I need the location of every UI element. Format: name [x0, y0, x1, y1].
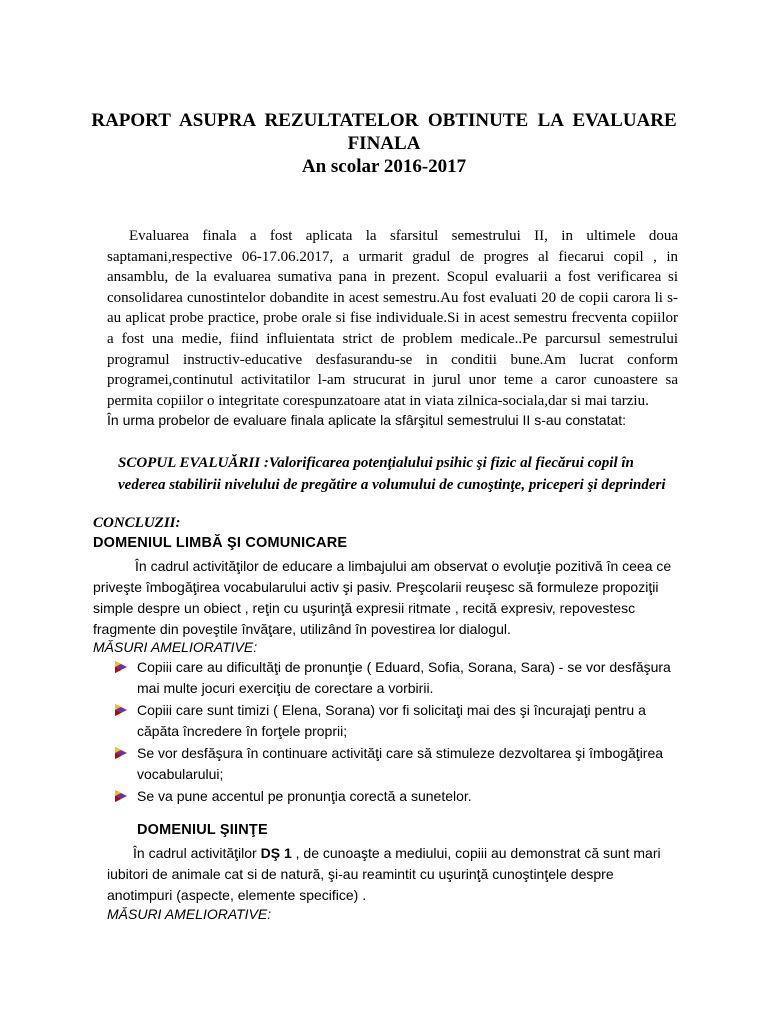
domain-language-line: În cadrul activităţilor de educare a limbajului am observat o evoluţie pozitivă în ceea ce — [135, 558, 672, 574]
domain-language-paragraph — [93, 556, 673, 640]
domain-science-line — [107, 843, 687, 864]
bullet-icon — [115, 790, 127, 802]
list-item — [115, 786, 675, 807]
domain-science-code: DŞ 1 — [260, 845, 292, 861]
domain-science-heading: DOMENIUL ŞIINŢE — [137, 822, 268, 838]
evaluation-scope: SCOPUL EVALUĂRII :Valorificarea potenţialului psihic şi fizic al fiecărui copil în vederea stabilirii nivelului de pregătire a volumului de cunoştinţe, priceperi şi deprinderi — [118, 455, 666, 493]
domain-science-line: iubitori de animale cat si de natură, şi-au reamintit cu uşurinţă cunoştinţele despre — [107, 866, 614, 882]
bullet-line: vocabularului; — [137, 766, 224, 782]
intro-paragraph: Evaluarea finala a fost aplicata la sfarsitul semestrului II, in ultimele doua saptamani,respective 06-17.06.2017, a urmarit gradul de progres al fiecarui copil , in ansamblu, de la evaluarea sumativa pana in prezent. Scopul evaluarii a fost verificarea si consolidarea cunostintelor dobandite in acest semestru.Au fost evaluati 20 de copii carora li s-au aplicat probe practice, probe orale si fise individuale.Si in acest semestru frecventa copiilor a fost una medie, fiind influientata strict de problem medicale..Pe parcursul semestrului programul instructiv-educative desfasurandu-se in conditii bune.Am lucrat conform programei,continutul activitatilor l-am strucurat in jurul unor teme a caror cunoastere sa permita copiilor o integritate corespunzatoare atat in viata zilnica-sociala,dar si mai tarziu. — [107, 228, 678, 409]
domain-language-heading: DOMENIUL LIMBĂ ŞI COMUNICARE — [93, 535, 348, 551]
after-intro-text: În urma probelor de evaluare finala aplicate la sfârşitul semestrului II s-au constatat: — [107, 412, 627, 428]
list-item — [115, 743, 675, 785]
measures-label-2: MĂSURI AMELIORATIVE: — [107, 906, 272, 922]
domain-language-line: simple despre un obiect , reţin cu uşurinţă expresii ritmate , recită expresiv, repovestesc — [93, 600, 636, 616]
domain-science-text: , de cunoaşte a mediului, copiii au demonstrat că sunt mari — [291, 845, 661, 861]
conclusions-label: CONCLUZII: — [93, 515, 181, 531]
title-line-3: An scolar 2016-2017 — [301, 156, 467, 177]
bullet-icon — [115, 704, 127, 716]
bullet-line: mai multe jocuri exerciţiu de corectare a vorbirii. — [137, 680, 434, 696]
bullet-icon — [115, 747, 127, 759]
domain-science-line: anotimpuri (aspecte, elemente specifice) . — [107, 887, 367, 903]
bullet-line: Se vor desfăşura în continuare activităţi care să stimuleze dezvoltarea şi îmbogăţirea — [137, 745, 664, 761]
title-line-1: RAPORT ASUPRA REZULTATELOR OBTINUTE LA EVALUARE — [91, 110, 677, 131]
list-item — [115, 657, 675, 699]
bullet-icon — [115, 661, 127, 673]
bullet-line: Copiii care sunt timizi ( Elena, Sorana) vor fi solicitaţi mai des şi încurajaţi pentru a — [137, 702, 646, 718]
domain-science-paragraph — [107, 843, 687, 906]
bullet-line: Se va pune accentul pe pronunţia corectă a sunetelor. — [137, 788, 472, 804]
measures-label-1: MĂSURI AMELIORATIVE: — [93, 639, 258, 655]
title-line-2: FINALA — [347, 133, 421, 154]
domain-language-line: fragmente din poveştile învăţare, utilizând în povestirea lor dialogul. — [93, 621, 511, 637]
bullet-line: căpăta încredere în forţele proprii; — [137, 723, 348, 739]
bullet-line: Copiii care au dificultăţi de pronunţie ( Eduard, Sofia, Sorana, Sara) - se vor desfăşura — [137, 659, 671, 675]
domain-language-line: priveşte îmbogăţirea vocabularului activ şi pasiv. Preşcolarii reuşesc să formuleze propoziţii — [93, 579, 659, 595]
list-item — [115, 700, 675, 742]
report-title — [0, 109, 768, 178]
domain-science-text: În cadrul activităţilor — [133, 845, 261, 861]
measures-list — [115, 657, 675, 808]
